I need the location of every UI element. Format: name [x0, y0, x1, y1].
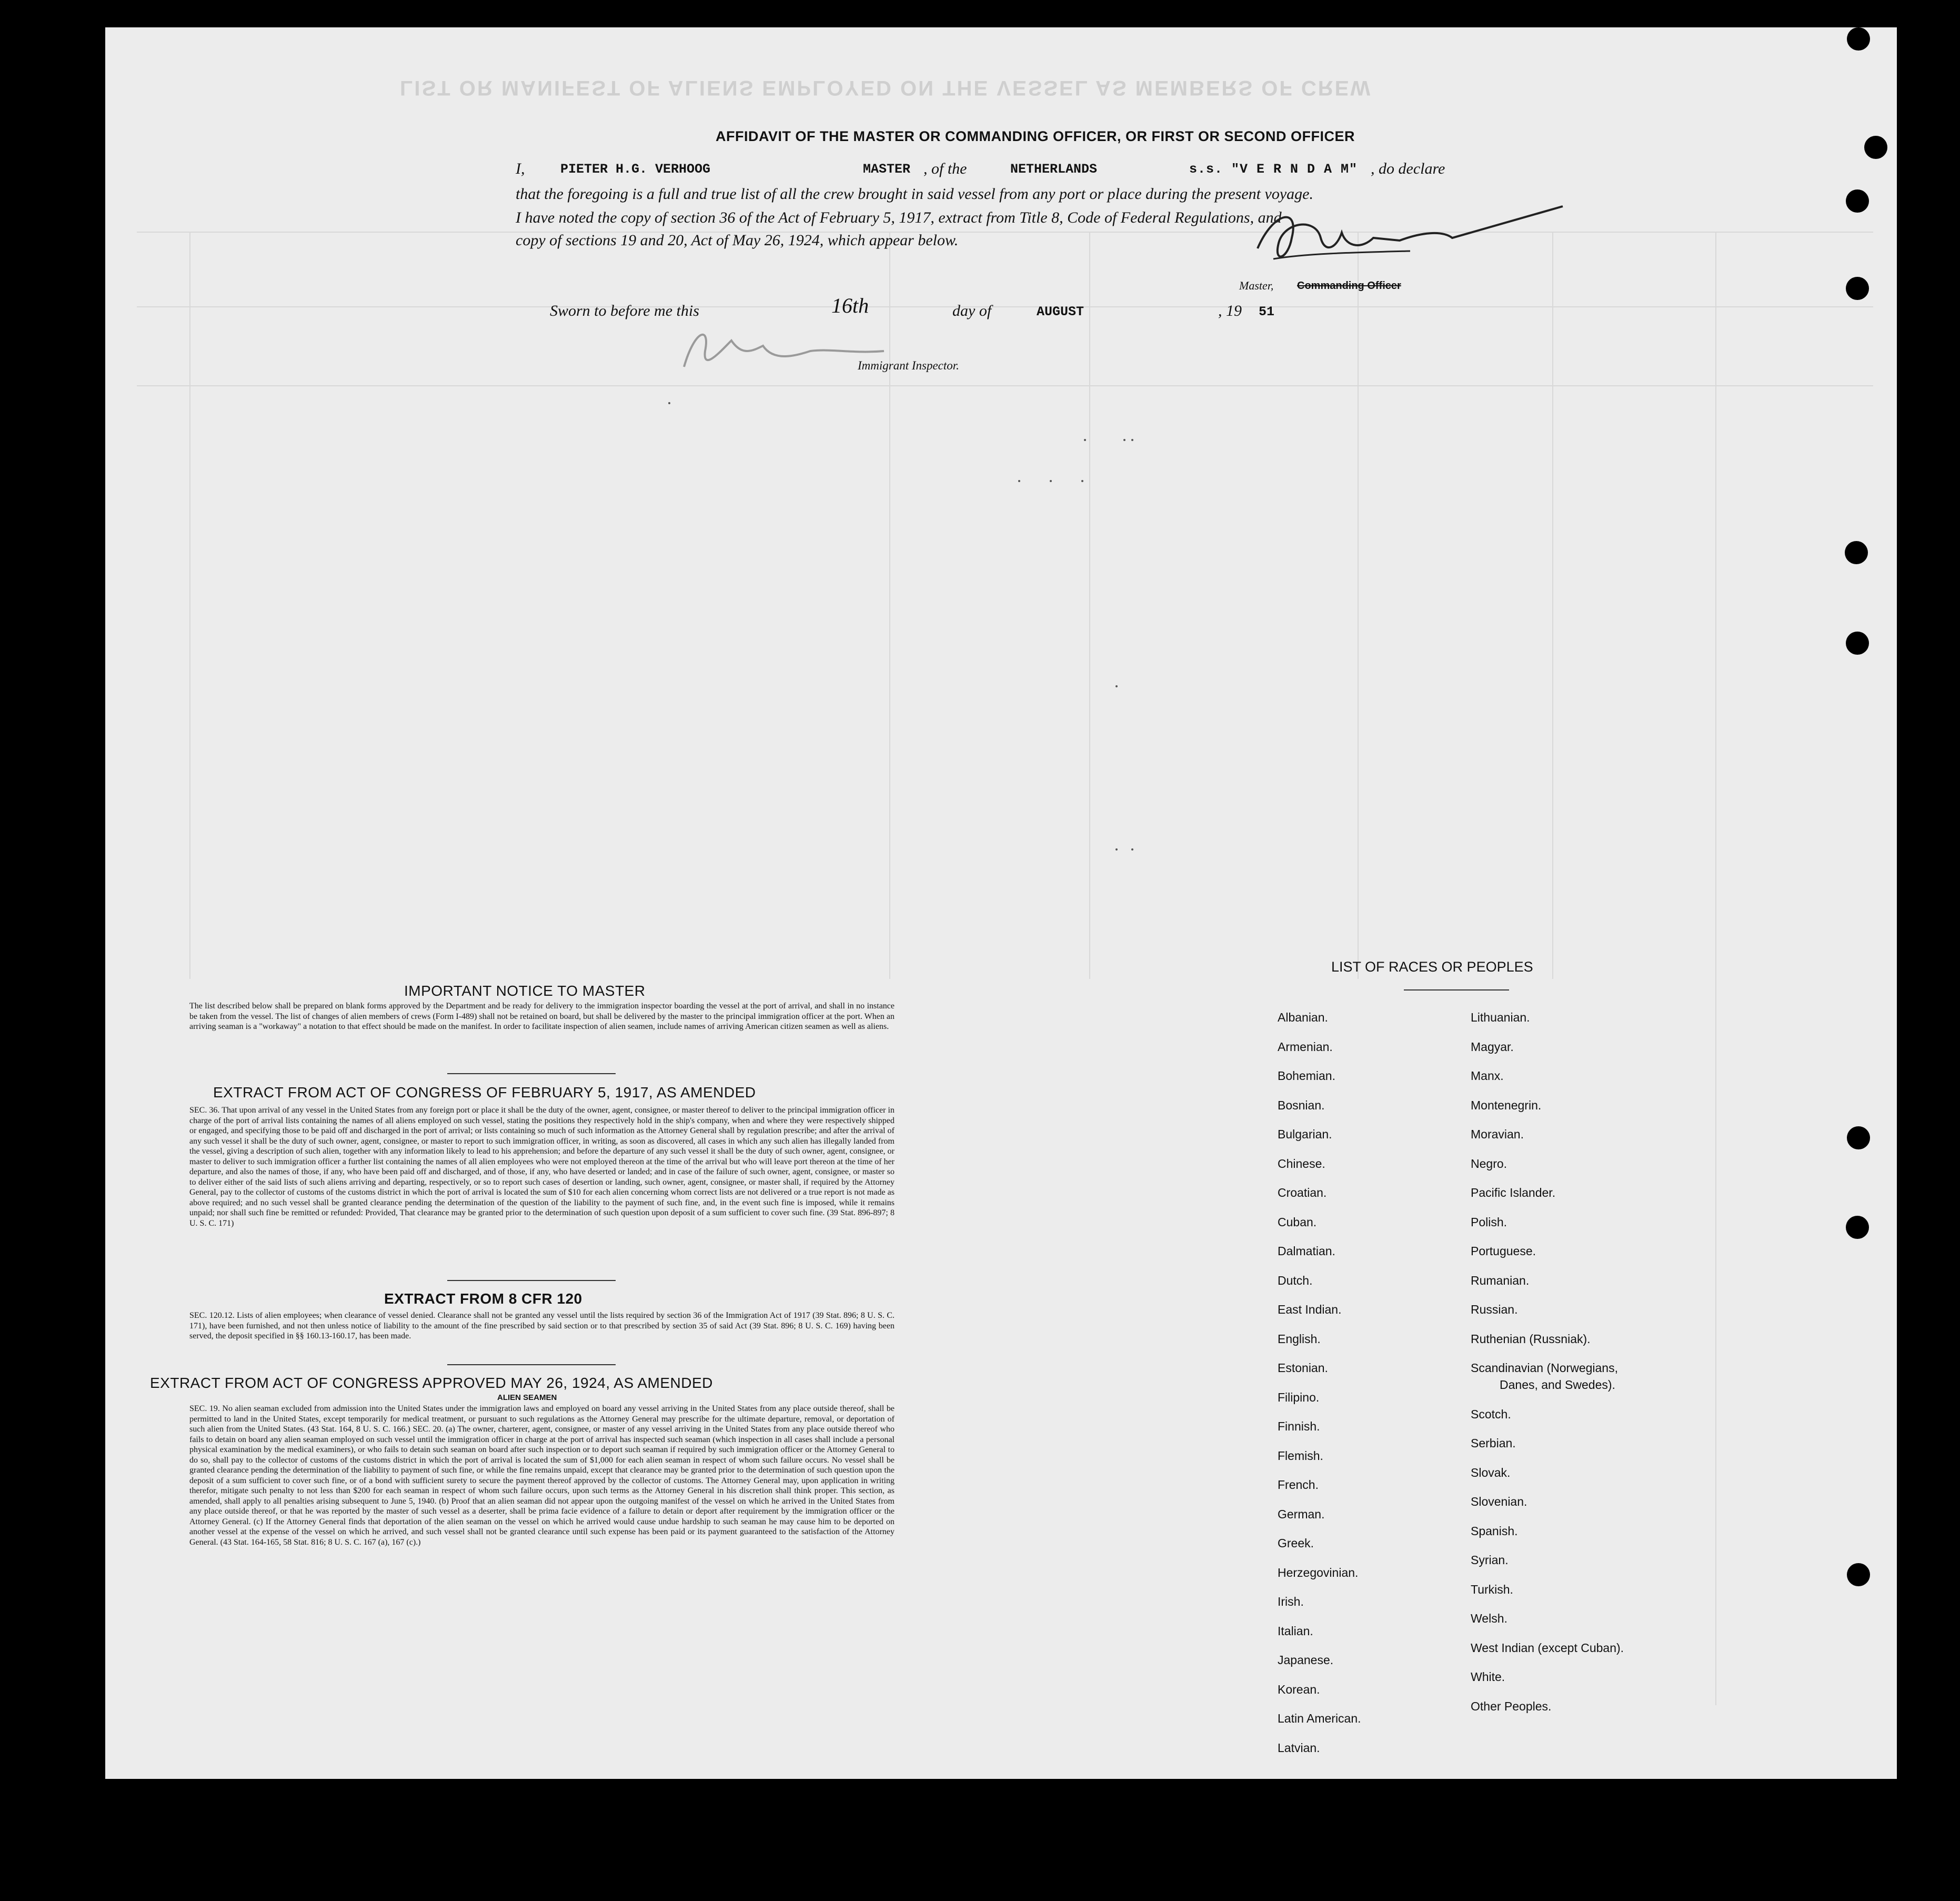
race-item: Scotch.	[1471, 1407, 1511, 1421]
notice-title: IMPORTANT NOTICE TO MASTER	[404, 983, 646, 999]
race-item: Negro.	[1471, 1156, 1507, 1170]
race-item: Italian.	[1278, 1624, 1313, 1638]
divider	[447, 1280, 616, 1281]
bleed-rule	[1715, 232, 1716, 1705]
race-item: Turkish.	[1471, 1582, 1513, 1596]
bleed-rule	[137, 232, 1873, 233]
mark	[1115, 685, 1118, 687]
race-item: Polish.	[1471, 1215, 1507, 1229]
notice-body: The list described below shall be prepared on blank forms approved by the Department and be ready for delivery to the immigration inspector boarding the vessel at the port of arrival, and shall in no instance be taken from the vessel. The list of changes of alien members of crews (Form I-489) shall not be retained on board, but shall be delivered by the master to the principal immigration officer at the port. When an arriving seaman is a "workaway" a notation to that effect should be made on the manifest. In order to facilitate inspection of alien seamen, include names of arriving American citizen seamen as well as aliens.	[189, 1002, 894, 1031]
i-label: I,	[516, 160, 525, 177]
extract-8cfr-title: EXTRACT FROM 8 CFR 120	[384, 1290, 582, 1307]
race-item: Ruthenian (Russniak).	[1471, 1332, 1591, 1346]
races-title: LIST OF RACES OR PEOPLES	[1331, 959, 1533, 975]
race-item: Magyar.	[1471, 1039, 1514, 1054]
declaration-line-3: I have noted the copy of section 36 of the Act of February 5, 1917, extract from Title 8, Code of Federal Regulations, and	[516, 209, 1282, 226]
race-item: Scandinavian (Norwegians,	[1471, 1361, 1618, 1375]
race-item: Dalmatian.	[1278, 1244, 1335, 1258]
document-page	[105, 27, 1897, 1779]
bleed-rule	[1358, 232, 1359, 979]
extract-1924-body: SEC. 19. No alien seaman excluded from admission into the United States under the immigration laws and employed on board any vessel arriving in the United States from any place outside thereof, shall be permitted to land in the United States, except temporarily for medical treatment, or pursuant to such regulations as the Attorney General may prescribe for the ultimate departure, removal, or deportation of such alien from the United States. (43 Stat. 164, 8 U. S. C. 166.) SEC. 20. (a) The owner, charterer, agent, consignee, or master of any vessel arriving in the United States from any place outside thereof who fails to detain on board any alien seaman employed on such vessel until the immigration officer in charge at the port of arrival has inspected such seaman (which inspection in all cases shall include a personal physical examination by the medical examiners), or who fails to detain such seaman on board after such inspection or to deport such seaman if required by such immigration officer or the Attorney General to do so, shall pay to the collector of customs of the customs district in which the port of arrival is located the sum of $1,000 for each alien seaman in respect of whom such failure occurs. No vessel shall be granted clearance pending the determination of the liability to payment of such fine, or while the fine remains unpaid, except that clearance may be granted prior to the determination of such question upon the deposit of a sum sufficient to cover such fine, or of a bond with sufficient surety to secure the payment thereof approved by the collector of customs. The Attorney General may, upon application in writing therefor, mitigate such penalty to not less than $200 for each seaman in respect of whom such failure occurs, upon such terms as the Attorney General in his discretion shall think proper. This section, as amended, shall apply to all penalties arising subsequent to June 5, 1940. (b) Proof that an alien seaman did not appear upon the outgoing manifest of the vessel on which he arrived in the United States from any place outside thereof, or that he was reported by the master of such vessel as a deserter, shall be prima facie evidence of a failure to detain or deport after requirement by the immigration officer or the Attorney General. (c) If the Attorney General finds that deportation of the alien seaman on the vessel on which he arrived would cause undue hardship to such seaman he may cause him to be deported on another vessel at the expense of the vessel on which he arrived, and such vessel shall not be granted clearance until such expense has been paid or its payment guaranteed to the satisfaction of the Attorney General. (43 Stat. 164-165, 58 Stat. 816; 8 U. S. C. 167 (a), 167 (c).)	[189, 1404, 894, 1547]
race-item: Bosnian.	[1278, 1098, 1325, 1112]
race-item: Pacific Islander.	[1471, 1186, 1556, 1199]
vessel-name: s.s. "V E R N D A M"	[1189, 162, 1358, 177]
race-item: Croatian.	[1278, 1186, 1327, 1199]
binder-hole	[1846, 1216, 1869, 1239]
extract-1917-title: EXTRACT FROM ACT OF CONGRESS OF FEBRUARY 5, 1917, AS AMENDED	[213, 1084, 756, 1100]
mark	[1131, 439, 1133, 441]
binder-hole	[1845, 541, 1868, 564]
race-item: Herzegovinian.	[1278, 1565, 1359, 1579]
mark	[1084, 439, 1086, 441]
binder-hole	[1847, 1563, 1870, 1586]
race-item: English.	[1278, 1332, 1321, 1346]
declare-label: , do declare	[1371, 160, 1445, 177]
mark	[1050, 480, 1052, 482]
master-label: Master,	[1239, 279, 1274, 292]
race-item: Russian.	[1471, 1303, 1518, 1316]
binder-hole	[1847, 27, 1870, 51]
race-item: Japanese.	[1278, 1653, 1334, 1667]
race-item: Slovak.	[1471, 1465, 1511, 1479]
race-item: Filipino.	[1278, 1390, 1320, 1404]
inspector-signature	[674, 319, 894, 383]
affidavit-title: AFFIDAVIT OF THE MASTER OR COMMANDING OFFICER, OR FIRST OR SECOND OFFICER	[716, 128, 1355, 144]
extract-1917-body: SEC. 36. That upon arrival of any vessel in the United States from any foreign port or place it shall be the duty of the owner, agent, consignee, or master thereof to deliver to the principal immigration officer in charge of the port of arrival lists containing the names of all aliens employed on such vessel, stating the positions they respectively hold in the ship's company, when and where they were respectively shipped or engaged, and specifying those to be paid off and discharged in the port of arrival; or lists containing so much of such information as the Attorney General shall by regulation prescribe; and after the arrival of any such vessel it shall be the duty of such owner, agent, consignee, or master to report to such immigration officer, in writing, as soon as discovered, all cases in which any such alien has illegally landed from the vessel, giving a description of such alien, together with any information likely to lead to his apprehension; and before the departure of any such vessel it shall be the duty of such owner, agent, consignee, or master to deliver to such immigration officer a further list containing the names of all alien employees who were not employed thereon at the time of the arrival but who will leave port thereon at the time of her departure, and also the names of those, if any, who have been paid off and discharged, and of those, if any, who have deserted or landed; and in case of the failure of such owner, agent, consignee, or master so to deliver either of the said lists of such aliens arriving and departing, respectively, or so to report such cases of desertion or landing, such owner, agent, consignee, or master shall, if required by the Attorney General, pay to the collector of customs of the customs district in which the port of arrival is located the sum of $10 for each alien concerning whom correct lists are not delivered or a true report is not made as above required; and no such vessel shall be granted clearance pending the determination of the question of the liability to the payment of such fine, and, in the event such fine is imposed, while it remains unpaid; nor shall such fine be remitted or refunded: Provided, That clearance may be granted prior to the determination of such question upon deposit of a sum sufficient to cover such fine. (39 Stat. 896-897; 8 U. S. C. 171)	[189, 1106, 894, 1228]
race-item: White.	[1471, 1670, 1505, 1684]
extract-1924-subtitle: ALIEN SEAMEN	[497, 1393, 557, 1402]
divider	[447, 1073, 616, 1074]
race-item: Chinese.	[1278, 1156, 1325, 1170]
declaration-line-4: copy of sections 19 and 20, Act of May 26, 1924, which appear below.	[516, 232, 959, 249]
bleed-rule	[189, 232, 190, 979]
rank: MASTER	[863, 162, 911, 177]
day-of-label: day of	[952, 302, 992, 319]
sworn-label: Sworn to before me this	[550, 302, 699, 319]
race-item: Albanian.	[1278, 1010, 1328, 1024]
race-item: Korean.	[1278, 1682, 1320, 1696]
race-item: Irish.	[1278, 1595, 1304, 1608]
race-item: Cuban.	[1278, 1215, 1317, 1229]
race-item: Lithuanian.	[1471, 1010, 1530, 1024]
mark	[1018, 480, 1020, 482]
extract-8cfr-body: SEC. 120.12. Lists of alien employees; when clearance of vessel denied. Clearance shall not be granted any vessel until the lists required by section 36 of the Immigration Act of 1917 (39 Stat. 896; 8 U. S. C. 171), have been furnished, and not then unless notice of liability to the amount of the fine prescribed by said section or to that prescribed by section 35 of said Act (39 Stat. 896; 8 U. S. C. 169) having been served, the deposit specified in §§ 160.13-160.17, has been made.	[189, 1311, 894, 1340]
master-name: PIETER H.G. VERHOOG	[560, 162, 711, 177]
declaration-line-2: that the foregoing is a full and true list of all the crew brought in said vessel from any port or place during the present voyage.	[516, 185, 1313, 203]
bleed-rule	[137, 306, 1873, 307]
bleed-rule	[1552, 232, 1553, 979]
nationality: NETHERLANDS	[1010, 162, 1098, 177]
race-item: Montenegrin.	[1471, 1098, 1542, 1112]
race-item: Manx.	[1471, 1069, 1504, 1083]
race-item: Estonian.	[1278, 1361, 1328, 1375]
race-item: Dutch.	[1278, 1273, 1313, 1287]
binder-hole	[1846, 632, 1869, 655]
race-item: Latvian.	[1278, 1740, 1320, 1755]
sworn-day: 16th	[831, 294, 869, 317]
race-item: Rumanian.	[1471, 1273, 1530, 1287]
race-item: Other Peoples.	[1471, 1699, 1552, 1713]
mark	[1115, 848, 1118, 851]
race-item: Welsh.	[1471, 1612, 1507, 1625]
extract-1924-title: EXTRACT FROM ACT OF CONGRESS APPROVED MAY 26, 1924, AS AMENDED	[150, 1375, 713, 1391]
binder-hole	[1864, 136, 1887, 159]
bleed-rule	[137, 385, 1873, 386]
race-item: Flemish.	[1278, 1448, 1323, 1463]
race-item: Serbian.	[1471, 1436, 1516, 1450]
binder-hole	[1846, 277, 1869, 300]
divider	[447, 1364, 616, 1365]
sworn-month: AUGUST	[1037, 304, 1084, 319]
master-title-struck: Commanding Officer	[1297, 280, 1401, 292]
race-item: Armenian.	[1278, 1039, 1333, 1054]
race-item: Bohemian.	[1278, 1069, 1335, 1083]
mark	[1131, 848, 1133, 851]
race-item: Portuguese.	[1471, 1244, 1536, 1258]
race-item: Greek.	[1278, 1536, 1314, 1550]
race-item: Slovenian.	[1471, 1495, 1527, 1508]
inspector-label: Immigrant Inspector.	[858, 359, 959, 372]
race-item: Spanish.	[1471, 1524, 1518, 1538]
race-item: Finnish.	[1278, 1419, 1320, 1433]
race-item: Moravian.	[1471, 1127, 1524, 1141]
mark	[1123, 439, 1125, 441]
bleed-rule	[1089, 232, 1090, 979]
year-prefix: , 19	[1218, 302, 1242, 319]
race-item: Syrian.	[1471, 1553, 1509, 1567]
race-item: East Indian.	[1278, 1303, 1342, 1316]
race-item: French.	[1278, 1478, 1319, 1492]
race-item: German.	[1278, 1507, 1325, 1521]
year-suffix: 51	[1259, 304, 1275, 319]
divider	[1404, 989, 1509, 990]
binder-hole	[1846, 189, 1869, 213]
race-item: Bulgarian.	[1278, 1127, 1332, 1141]
bleed-through-title: LIST OR MANIFEST OF ALIENS EMPLOYED ON THE VESSEL AS MEMBERS OF CREW	[400, 76, 1372, 99]
mark	[1081, 480, 1083, 482]
race-item: Latin American.	[1278, 1712, 1361, 1725]
race-item: Danes, and Swedes).	[1500, 1378, 1615, 1392]
mark	[668, 402, 670, 404]
master-signature	[1242, 201, 1568, 280]
binder-hole	[1847, 1126, 1870, 1149]
race-item: West Indian (except Cuban).	[1471, 1640, 1624, 1655]
of-the-label: , of the	[923, 160, 967, 177]
